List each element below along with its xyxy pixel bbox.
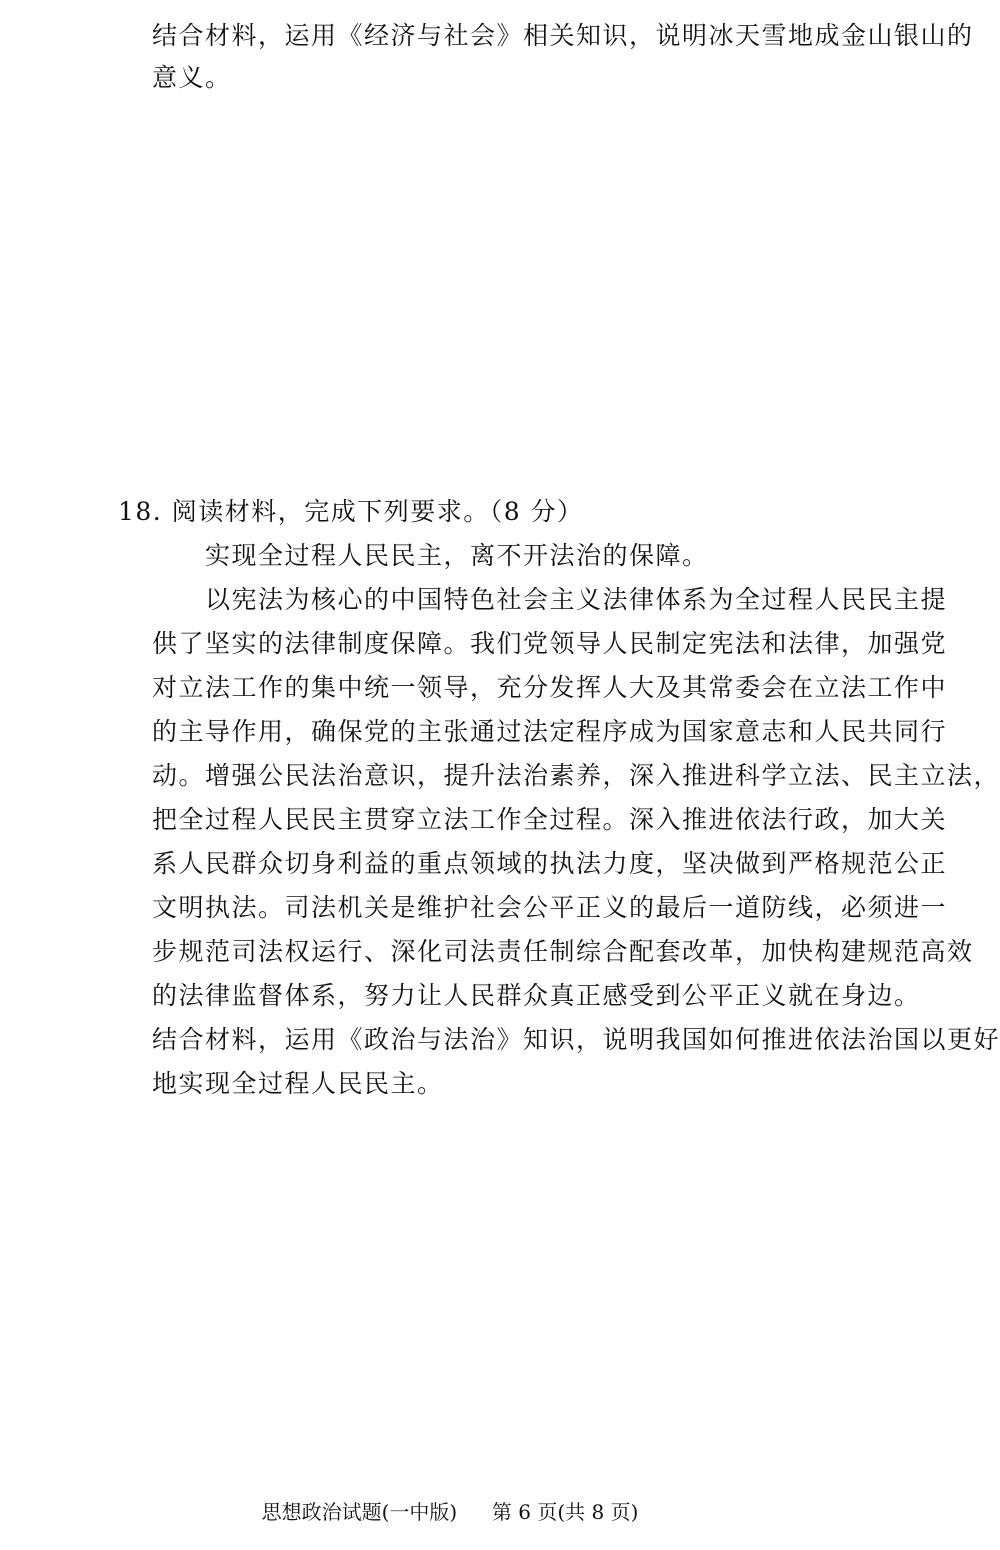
q18-passage-line: 把全过程人民民主贯穿立法工作全过程。深入推进依法行政，加大关 bbox=[152, 805, 948, 834]
page-footer bbox=[0, 1498, 900, 1526]
q18-passage-line: 的法律监督体系，努力让人民群众真正感受到公平正义就在身边。 bbox=[152, 981, 921, 1010]
q17-prompt-line-2: 意义。 bbox=[152, 63, 232, 92]
q18-passage-line: 以宪法为核心的中国特色社会主义法律体系为全过程人民民主提 bbox=[205, 585, 948, 614]
q18-passage-line: 对立法工作的集中统一领导，充分发挥人大及其常委会在立法工作中 bbox=[152, 673, 948, 702]
q18-passage-line: 系人民群众切身利益的重点领域的执法力度，坚决做到严格规范公正 bbox=[152, 849, 948, 878]
q18-passage-line: 的主导作用，确保党的主张通过法定程序成为国家意志和人民共同行 bbox=[152, 717, 948, 746]
q18-passage-line: 步规范司法权运行、深化司法责任制综合配套改革，加快构建规范高效 bbox=[152, 937, 974, 966]
q18-intro: 实现全过程人民民主，离不开法治的保障。 bbox=[205, 541, 709, 570]
q18-task-line-2: 地实现全过程人民民主。 bbox=[152, 1069, 444, 1098]
q18-task-line-1: 结合材料，运用《政治与法治》知识，说明我国如何推进依法治国以更好 bbox=[152, 1025, 1000, 1054]
q17-prompt-line-1: 结合材料，运用《经济与社会》相关知识，说明冰天雪地成金山银山的 bbox=[152, 21, 974, 50]
q18-passage-line: 文明执法。司法机关是维护社会公平正义的最后一道防线，必须进一 bbox=[152, 893, 948, 922]
q18-passage-line: 供了坚实的法律制度保障。我们党领导人民制定宪法和法律，加强党 bbox=[152, 629, 948, 658]
q18-heading: 18. 阅读材料，完成下列要求。（8 分） bbox=[118, 497, 584, 526]
q18-passage-line: 动。增强公民法治意识，提升法治素养，深入推进科学立法、民主立法， bbox=[152, 761, 1000, 790]
exam-title: 思想政治试题(一中版) bbox=[261, 1500, 458, 1524]
page-number: 第 6 页(共 8 页) bbox=[491, 1500, 639, 1524]
